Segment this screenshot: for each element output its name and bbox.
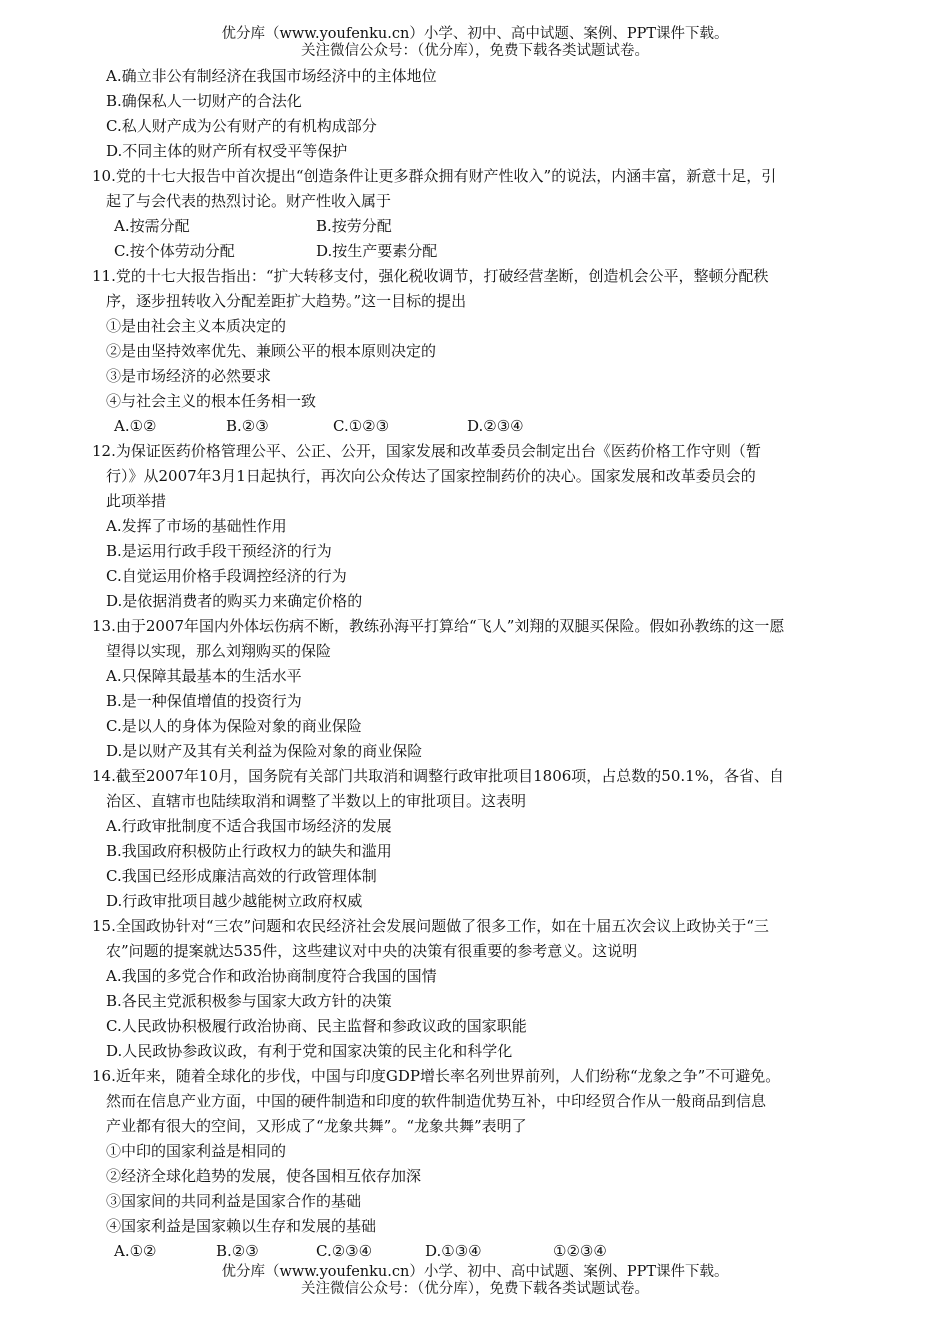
q9-option-d: D.不同主体的财产所有权受平等保护: [106, 142, 348, 160]
q11-item-2: ②是由坚持效率优先、兼顾公平的根本原则决定的: [106, 342, 437, 360]
q12-option-a: A.发挥了市场的基础性作用: [106, 517, 287, 535]
q13-stem-cont: 望得以实现，那么刘翔购买的保险: [106, 642, 332, 660]
q16-stem: 16.近年来，随着全球化的步伐，中国与印度GDP增长率名列世界前列，人们纷称“龙象之争”不可避免。: [92, 1067, 781, 1085]
q11-option-c: C.①②③: [333, 417, 390, 435]
q13-option-c: C.是以人的身体为保险对象的商业保险: [106, 717, 362, 735]
q10-option-c: C.按个体劳动分配: [114, 242, 235, 260]
q16-option-a: A.①②: [114, 1242, 157, 1260]
q12-stem-cont-1: 行）》从2007年3月1日起执行，再次向公众传达了国家控制药价的决心。国家发展和改革委员会的: [106, 467, 756, 485]
q14-stem-cont: 治区、直辖市也陆续取消和调整了半数以上的审批项目。这表明: [106, 792, 527, 810]
q16-stem-cont-1: 然而在信息产业方面，中国的硬件制造和印度的软件制造优势互补，中印经贸合作从一般商品到信息: [106, 1092, 767, 1110]
q11-stem-cont: 序，逐步扭转收入分配差距扩大趋势。”这一目标的提出: [106, 292, 467, 310]
q16-option-c: C.②③④: [316, 1242, 373, 1260]
q13-stem: 13.由于2007年国内外体坛伤病不断，教练孙海平打算给“飞人”刘翔的双腿买保险。假如孙教练的这一愿: [92, 617, 785, 635]
q16-item-4: ④国家利益是国家赖以生存和发展的基础: [106, 1217, 377, 1235]
q10-options-row-1: [0, 216, 950, 236]
q16-item-3: ③国家间的共同利益是国家合作的基础: [106, 1192, 362, 1210]
q11-option-b: B.②③: [226, 417, 269, 435]
q11-item-4: ④与社会主义的根本任务相一致: [106, 392, 317, 410]
q9-option-a: A.确立非公有制经济在我国市场经济中的主体地位: [106, 67, 437, 85]
q16-item-1: ①中印的国家利益是相同的: [106, 1142, 287, 1160]
q11-stem: 11.党的十七大报告指出：“扩大转移支付，强化税收调节，打破经营垄断，创造机会公平，整顿分配秩: [92, 267, 769, 285]
q12-stem: 12.为保证医药价格管理公平、公正、公开，国家发展和改革委员会制定出台《医药价格工作守则（暂: [92, 442, 761, 460]
q16-stem-cont-2: 产业都有很大的空间，又形成了“龙象共舞”。“龙象共舞”表明了: [106, 1117, 527, 1135]
q9-option-b: B.确保私人一切财产的合法化: [106, 92, 302, 110]
q10-stem-cont: 起了与会代表的热烈讨论。财产性收入属于: [106, 192, 392, 210]
q14-stem: 14.截至2007年10月，国务院有关部门共取消和调整行政审批项目1806项，占总数的50.1%，各省、自: [92, 767, 784, 785]
q13-option-d: D.是以财产及其有关利益为保险对象的商业保险: [106, 742, 423, 760]
q16-option-e: ①②③④: [553, 1242, 607, 1260]
q10-option-a: A.按需分配: [114, 217, 190, 235]
q15-stem: 15.全国政协针对“三农”问题和农民经济社会发展问题做了很多工作，如在十届五次会议上政协关于“三: [92, 917, 769, 935]
header-line-1: 优分库（www.youfenku.cn）小学、初中、高中试题、案例、PPT课件下载。: [221, 26, 729, 42]
footer-line-2: 关注微信公众号：（优分库），免费下载各类试题试卷。: [301, 1281, 649, 1297]
q10-options-row-2: [0, 241, 950, 261]
q14-option-d: D.行政审批项目越少越能树立政府权威: [106, 892, 363, 910]
q15-option-c: C.人民政协积极履行政治协商、民主监督和参政议政的国家职能: [106, 1017, 527, 1035]
q10-option-d: D.按生产要素分配: [316, 242, 438, 260]
q15-option-a: A.我国的多党合作和政治协商制度符合我国的国情: [106, 967, 437, 985]
q9-option-c: C.私人财产成为公有财产的有机构成部分: [106, 117, 377, 135]
q13-option-a: A.只保障其最基本的生活水平: [106, 667, 302, 685]
q12-option-b: B.是运用行政手段干预经济的行为: [106, 542, 332, 560]
q15-option-d: D.人民政协参政议政，有利于党和国家决策的民主化和科学化: [106, 1042, 513, 1060]
footer-line-1: 优分库（www.youfenku.cn）小学、初中、高中试题、案例、PPT课件下载。: [221, 1264, 729, 1280]
q12-option-d: D.是依据消费者的购买力来确定价格的: [106, 592, 363, 610]
q14-option-a: A.行政审批制度不适合我国市场经济的发展: [106, 817, 392, 835]
q16-options-row: [0, 1241, 950, 1261]
q12-option-c: C.自觉运用价格手段调控经济的行为: [106, 567, 347, 585]
q12-stem-cont-2: 此项举措: [106, 492, 167, 510]
q13-option-b: B.是一种保值增值的投资行为: [106, 692, 302, 710]
q10-stem: 10.党的十七大报告中首次提出“创造条件让更多群众拥有财产性收入”的说法，内涵丰富，新意十足，引: [92, 167, 777, 185]
q11-option-a: A.①②: [114, 417, 157, 435]
q16-item-2: ②经济全球化趋势的发展，使各国相互依存加深: [106, 1167, 422, 1185]
page-header: [0, 26, 950, 60]
page-footer: [0, 1264, 950, 1298]
q15-option-b: B.各民主党派积极参与国家大政方针的决策: [106, 992, 392, 1010]
q11-item-1: ①是由社会主义本质决定的: [106, 317, 287, 335]
q14-option-c: C.我国已经形成廉洁高效的行政管理体制: [106, 867, 377, 885]
header-line-2: 关注微信公众号：（优分库），免费下载各类试题试卷。: [301, 43, 649, 59]
q16-option-b: B.②③: [216, 1242, 259, 1260]
q14-option-b: B.我国政府积极防止行政权力的缺失和滥用: [106, 842, 392, 860]
q11-options-row: [0, 416, 950, 436]
q10-option-b: B.按劳分配: [316, 217, 392, 235]
q15-stem-cont: 农”问题的提案就达535件，这些建议对中央的决策有很重要的参考意义。这说明: [106, 942, 638, 960]
q11-item-3: ③是市场经济的必然要求: [106, 367, 272, 385]
q11-option-d: D.②③④: [467, 417, 524, 435]
q16-option-d: D.①③④: [425, 1242, 482, 1260]
